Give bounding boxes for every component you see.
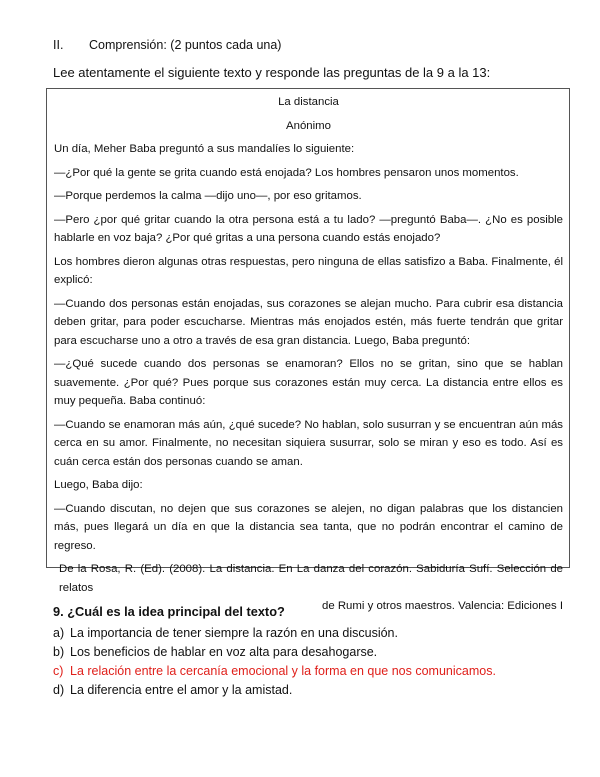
section-number: II.	[53, 38, 64, 52]
reading-paragraph: —Pero ¿por qué gritar cuando la otra persona está a tu lado? —preguntó Baba—. ¿No es posible hablarle en voz baja? ¿Por qué gritas a una persona cuando estás enojado?	[54, 213, 563, 244]
option-letter: c)	[53, 664, 64, 678]
question-9: 9. ¿Cuál es la idea principal del texto?	[53, 604, 285, 619]
section-title: Comprensión: (2 puntos cada una)	[89, 38, 282, 52]
citation-line-2: de Rumi y otros maestros. Valencia: Ediciones I	[322, 600, 563, 612]
option-text: Los beneficios de hablar en voz alta para desahogarse.	[70, 645, 378, 659]
reading-paragraph: —Porque perdemos la calma —dijo uno—, por eso gritamos.	[54, 190, 362, 202]
option-text: La diferencia entre el amor y la amistad.	[70, 683, 293, 697]
reading-paragraph: —¿Qué sucede cuando dos personas se enamoran? Ellos no se gritan, sino que se hablan suavemente. ¿Por qué? Pues porque sus corazones están muy cerca. La distancia entre ellos es muy pequeña. Baba continuó:	[54, 358, 563, 407]
reading-paragraph: Luego, Baba dijo:	[54, 479, 143, 491]
option-b	[53, 643, 496, 662]
option-text: La relación entre la cercanía emocional y la forma en que nos comunicamos.	[70, 664, 496, 678]
reading-paragraph: —Cuando dos personas están enojadas, sus corazones se alejan mucho. Para cubrir esa distancia deben gritar, para poder escucharse. Mientras más enojados estén, más fuerte tendrán que gritar para escucharse uno a otro a través de esa gran distancia. Luego, Baba preguntó:	[54, 297, 563, 347]
reading-paragraph: —Cuando discutan, no dejen que sus corazones se alejen, no digan palabras que los distancien más, pues llegará un día en que la distancia sea tanta, que no podrán encontrar el camino de regreso.	[54, 502, 563, 552]
reading-title: La distancia	[278, 96, 339, 108]
reading-paragraph: Un día, Meher Baba preguntó a sus mandalíes lo siguiente:	[54, 143, 355, 155]
option-text: La importancia de tener siempre la razón en una discusión.	[70, 626, 398, 640]
reading-paragraph: Los hombres dieron algunas otras respuestas, pero ninguna de ellas satisfizo a Baba. Finalmente, él explicó:	[54, 255, 563, 286]
option-a	[53, 624, 496, 643]
citation-line-1: De la Rosa, R. (Ed). (2008). La distancia. En La danza del corazón. Sabiduría Sufí. Selección de relatos	[59, 563, 563, 594]
option-c	[53, 662, 496, 681]
answer-options	[53, 624, 496, 700]
reading-paragraph: —¿Por qué la gente se grita cuando está enojada? Los hombres pensaron unos momentos.	[54, 166, 519, 179]
option-letter: a)	[53, 626, 65, 640]
section-heading	[53, 38, 281, 52]
reading-paragraph: —Cuando se enamoran más aún, ¿qué sucede? No hablan, solo susurran y se encuentran aún más cerca en su amor. Finalmente, no necesitan siquiera susurrar, solo se miran y eso es todo. Así es cuán cerca están dos personas cuando se aman.	[54, 418, 563, 468]
reading-author: Anónimo	[286, 119, 331, 132]
option-letter: d)	[53, 683, 65, 697]
option-d	[53, 681, 496, 700]
instruction-text: Lee atentamente el siguiente texto y responde las preguntas de la 9 a la 13:	[53, 65, 491, 80]
option-letter: b)	[53, 645, 65, 659]
